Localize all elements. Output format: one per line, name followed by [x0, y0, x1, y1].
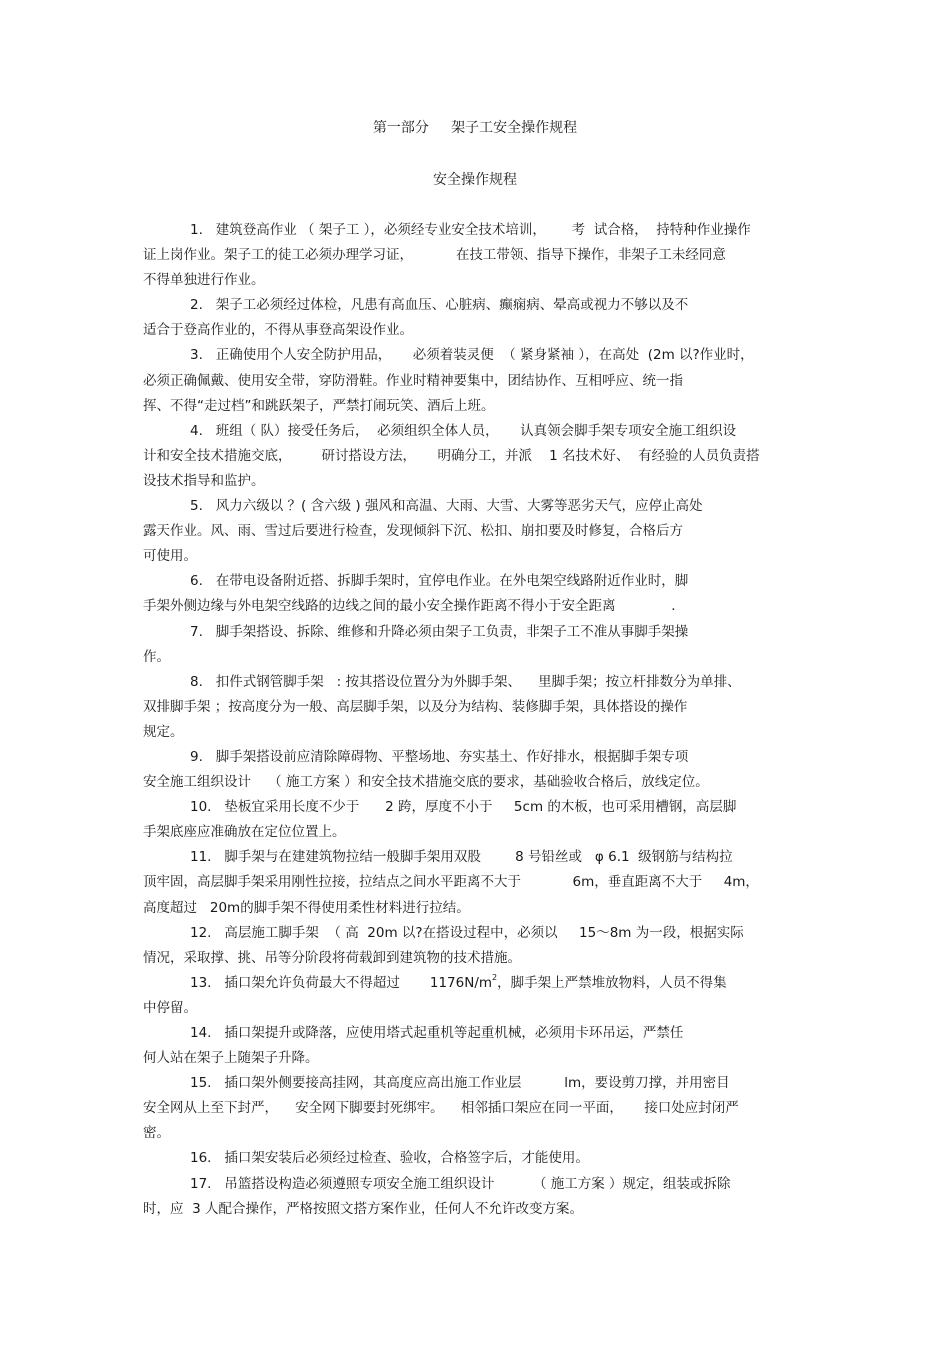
rule-line: 中停留。	[143, 999, 197, 1016]
rule-item-6	[143, 569, 808, 619]
rule-item-7	[143, 620, 808, 670]
rule-line: 何人站在架子上随架子升降。	[143, 1050, 319, 1067]
rules-list	[143, 218, 808, 1222]
rule-line-text: ，脚手架上严禁堆放物料，人员不得集	[497, 974, 727, 991]
rule-item-10	[143, 795, 808, 845]
rule-line: 1. 建筑登高作业 （ 架子工 ），必须经专业安全技术培训， 考 试合格， 持特种作业操作	[190, 222, 751, 238]
rule-line: 10. 垫板宜采用长度不少于 2 跨，厚度不小于 5cm 的木板，也可采用槽钢，高层脚	[190, 799, 737, 816]
rule-line: 情况，采取撑、挑、吊等分阶段将荷载卸到建筑物的技术措施。	[143, 949, 521, 966]
rule-line: 计和安全技术措施交底， 研讨搭设方法， 明确分工，并派 1 名技术好、 有经验的人员负责搭	[143, 447, 760, 464]
rule-line: 顶牢固，高层脚手架采用刚性拉接，拉结点之间水平距离不大于 6m，垂直距离不大于 4m，	[143, 874, 759, 891]
rule-line: 手架外侧边缘与外电架空线路的边线之间的最小安全操作距离不得小于安全距离 .	[143, 598, 676, 615]
rule-line: 适合于登高作业的，不得从事登高架设作业。	[143, 322, 413, 339]
rule-line-text: 13. 插口架允许负荷最大不得超过 1176N/m	[190, 974, 493, 991]
rule-line: 安全网从上至下封严， 安全网下脚要封死绑牢。 相邻插口架应在同一平面， 接口处应封闭严	[143, 1100, 739, 1117]
rule-item-5	[143, 494, 808, 569]
rule-item-11	[143, 845, 808, 920]
rule-line: 12. 高层施工脚手架 （ 高 20m 以?在搭设过程中，必须以 15～8m 为一段，根据实际	[190, 924, 744, 941]
rule-item-4	[143, 419, 808, 494]
rule-item-12	[143, 921, 808, 971]
rule-item-13	[143, 971, 808, 1021]
rule-item-17	[143, 1172, 808, 1222]
rule-item-8	[143, 670, 808, 745]
rule-item-3	[143, 343, 808, 418]
rule-line: 3. 正确使用个人安全防护用品， 必须着装灵便 （ 紧身紧袖 ），在高处 (2m 以?作业时，	[190, 347, 754, 364]
rule-line: 时，应 3 人配合操作，严格按照文搭方案作业，任何人不允许改变方案。	[143, 1200, 583, 1217]
rule-line: 17. 吊篮搭设构造必须遵照专项安全施工组织设计 （ 施工方案 ）规定，组装或拆除	[190, 1175, 731, 1192]
rule-line: 16. 插口架安装后必须经过检查、验收，合格签字后，才能使用。	[190, 1150, 589, 1167]
rule-line: 高度超过 20m的脚手架不得使用柔性材料进行拉结。	[143, 899, 470, 916]
rule-line: 双排脚手架 ；按高度分为一般、高层脚手架，以及分为结构、装修脚手架，具体搭设的操作	[143, 698, 688, 715]
rule-line: 4. 班组（ 队）接受任务后， 必须组织全体人员， 认真领会脚手架专项安全施工组织设	[190, 422, 737, 439]
rule-line: 挥、不得“走过档”和跳跃架子，严禁打闹玩笑、酒后上班。	[143, 397, 495, 414]
rule-line: 证上岗作业。架子工的徒工必须办理学习证， 在技工带领、指导下操作，非架子工未经同意	[143, 247, 726, 264]
superscript-exponent: 2	[492, 972, 498, 982]
rule-line: 规定。	[143, 723, 184, 740]
rule-line: 安全施工组织设计 （ 施工方案 ）和安全技术措施交底的要求，基础验收合格后，放线定位。	[143, 774, 709, 791]
rule-line: 密。	[143, 1125, 170, 1142]
rule-line: 设技术指导和监护。	[143, 472, 265, 489]
rule-line: 可使用。	[143, 548, 197, 565]
rule-item-9	[143, 745, 808, 795]
rule-line: 14. 插口架提升或降落，应使用塔式起重机等起重机械，必须用卡环吊运，严禁任	[190, 1025, 684, 1041]
rule-line: 5. 风力六级以 ？( 含六级 ) 强风和高温、大雨、大雪、大雾等恶劣天气，应停止高处	[190, 498, 703, 515]
rule-line: 作。	[143, 648, 170, 665]
rule-line: 手架底座应准确放在定位位置上。	[143, 824, 346, 841]
rule-line: 8. 扣件式钢管脚手架 : 按其搭设位置分为外脚手架、 里脚手架；按立杆排数分为单排、	[190, 673, 741, 690]
rule-item-2	[143, 293, 808, 343]
rule-item-1	[143, 218, 808, 293]
rule-line: 不得单独进行作业。	[143, 272, 265, 289]
rule-item-16	[143, 1146, 808, 1171]
rule-line: 2. 架子工必须经过体检，凡患有高血压、心脏病、癫痫病、晕高或视力不够以及不	[190, 297, 689, 314]
rule-line: 15. 插口架外侧要接高挂网，其高度应高出施工作业层 lm，要设剪刀撑，并用密目	[190, 1075, 730, 1092]
rule-line	[143, 971, 808, 996]
section-subtitle: 安全操作规程	[433, 172, 517, 188]
rule-line: 6. 在带电设备附近搭、拆脚手架时，宜停电作业。在外电架空线路附近作业时，脚	[190, 573, 689, 590]
rule-line: 9. 脚手架搭设前应清除障碍物、平整场地、夯实基土、作好排水，根据脚手架专项	[190, 748, 689, 765]
rule-line: 必须正确佩戴、使用安全带，穿防滑鞋。作业时精神要集中，团结协作、互相呼应、统一指	[143, 372, 683, 389]
page-title: 第一部分 架子工安全操作规程	[372, 120, 578, 136]
rule-item-15	[143, 1071, 808, 1146]
rule-line: 11. 脚手架与在建建筑物拉结一般脚手架用双股 8 号铅丝或 φ 6.1 级钢筋与结构拉	[190, 849, 733, 866]
rule-item-14	[143, 1021, 808, 1071]
rule-line: 露天作业。风、雨、雪过后要进行检查，发现倾斜下沉、松扣、崩扣要及时修复，合格后方	[143, 523, 683, 540]
rule-line: 7. 脚手架搭设、拆除、维修和升降必须由架子工负责，非架子工不准从事脚手架操	[190, 623, 689, 640]
